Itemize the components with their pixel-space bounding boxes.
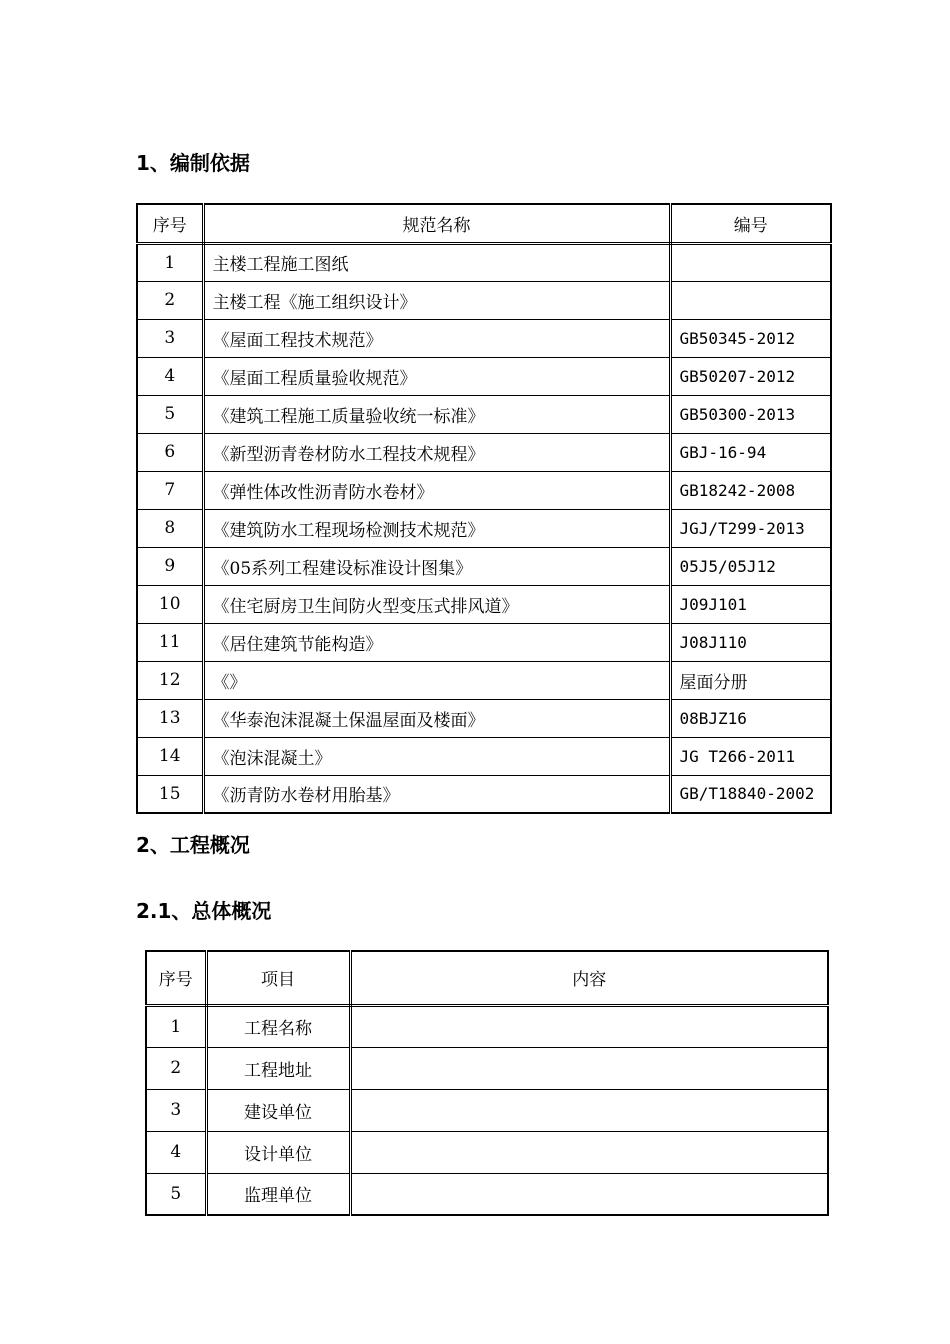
row-content: [350, 1131, 828, 1173]
row-code: 屋面分册: [670, 661, 831, 699]
table-row: [137, 547, 831, 585]
row-code: [670, 281, 831, 319]
table-row: [137, 433, 831, 471]
row-content: [350, 1047, 828, 1089]
row-code: JGJ/T299-2013: [670, 509, 831, 547]
table-row: [137, 319, 831, 357]
row-code: GB18242-2008: [670, 471, 831, 509]
row-seq: 3: [137, 319, 203, 357]
row-item: 设计单位: [206, 1131, 350, 1173]
row-name: 《建筑防水工程现场检测技术规范》: [203, 509, 670, 547]
table-row: [137, 509, 831, 547]
row-code: GB50300-2013: [670, 395, 831, 433]
header-seq: 序号: [146, 951, 206, 1005]
row-seq: 10: [137, 585, 203, 623]
row-code: GB/T18840-2002: [670, 775, 831, 813]
row-seq: 9: [137, 547, 203, 585]
table-row: [137, 395, 831, 433]
row-name: 《弹性体改性沥青防水卷材》: [203, 471, 670, 509]
row-name: 《泡沫混凝土》: [203, 737, 670, 775]
header-code: 编号: [670, 204, 831, 243]
row-seq: 5: [146, 1173, 206, 1215]
row-code: GB50345-2012: [670, 319, 831, 357]
row-name: 主楼工程施工图纸: [203, 243, 670, 281]
row-code: 05J5/05J12: [670, 547, 831, 585]
section-1-title: 1、编制依据: [136, 151, 250, 175]
row-name: 《05系列工程建设标准设计图集》: [203, 547, 670, 585]
row-seq: 15: [137, 775, 203, 813]
overview-table-header: [146, 951, 828, 1005]
overview-table: [145, 950, 829, 1216]
table-row: [137, 585, 831, 623]
section-2-1-title: 2.1、总体概况: [136, 899, 272, 923]
basis-table: [136, 203, 832, 814]
row-item: 建设单位: [206, 1089, 350, 1131]
table-row: [146, 1005, 828, 1047]
section-2-title: 2、工程概况: [136, 833, 250, 857]
table-row: [137, 775, 831, 813]
row-name: 《》: [203, 661, 670, 699]
row-code: GB50207-2012: [670, 357, 831, 395]
row-seq: 2: [146, 1047, 206, 1089]
row-code: J09J101: [670, 585, 831, 623]
row-name: 《建筑工程施工质量验收统一标准》: [203, 395, 670, 433]
header-seq: 序号: [137, 204, 203, 243]
table-row: [146, 1047, 828, 1089]
row-seq: 1: [146, 1005, 206, 1047]
row-code: GBJ-16-94: [670, 433, 831, 471]
row-content: [350, 1005, 828, 1047]
table-row: [137, 357, 831, 395]
basis-table-header: [137, 204, 831, 243]
header-item: 项目: [206, 951, 350, 1005]
header-name: 规范名称: [203, 204, 670, 243]
row-code: JG T266-2011: [670, 737, 831, 775]
row-seq: 13: [137, 699, 203, 737]
row-name: 《新型沥青卷材防水工程技术规程》: [203, 433, 670, 471]
row-seq: 8: [137, 509, 203, 547]
row-seq: 12: [137, 661, 203, 699]
row-seq: 1: [137, 243, 203, 281]
table-row: [137, 661, 831, 699]
row-code: [670, 243, 831, 281]
row-code: J08J110: [670, 623, 831, 661]
row-content: [350, 1173, 828, 1215]
row-name: 《沥青防水卷材用胎基》: [203, 775, 670, 813]
table-row: [137, 699, 831, 737]
row-content: [350, 1089, 828, 1131]
table-row: [137, 471, 831, 509]
row-item: 工程名称: [206, 1005, 350, 1047]
row-seq: 4: [146, 1131, 206, 1173]
table-row: [146, 1173, 828, 1215]
row-name: 《屋面工程技术规范》: [203, 319, 670, 357]
row-name: 《居住建筑节能构造》: [203, 623, 670, 661]
row-seq: 14: [137, 737, 203, 775]
row-item: 监理单位: [206, 1173, 350, 1215]
row-seq: 4: [137, 357, 203, 395]
row-item: 工程地址: [206, 1047, 350, 1089]
row-name: 《住宅厨房卫生间防火型变压式排风道》: [203, 585, 670, 623]
table-row: [146, 1089, 828, 1131]
table-row: [146, 1131, 828, 1173]
row-name: 《屋面工程质量验收规范》: [203, 357, 670, 395]
row-seq: 3: [146, 1089, 206, 1131]
row-seq: 2: [137, 281, 203, 319]
header-content: 内容: [350, 951, 828, 1005]
row-name: 《华泰泡沫混凝土保温屋面及楼面》: [203, 699, 670, 737]
row-name: 主楼工程《施工组织设计》: [203, 281, 670, 319]
row-code: 08BJZ16: [670, 699, 831, 737]
table-row: [137, 623, 831, 661]
row-seq: 6: [137, 433, 203, 471]
row-seq: 5: [137, 395, 203, 433]
table-row: [137, 281, 831, 319]
row-seq: 7: [137, 471, 203, 509]
table-row: [137, 243, 831, 281]
table-row: [137, 737, 831, 775]
row-seq: 11: [137, 623, 203, 661]
